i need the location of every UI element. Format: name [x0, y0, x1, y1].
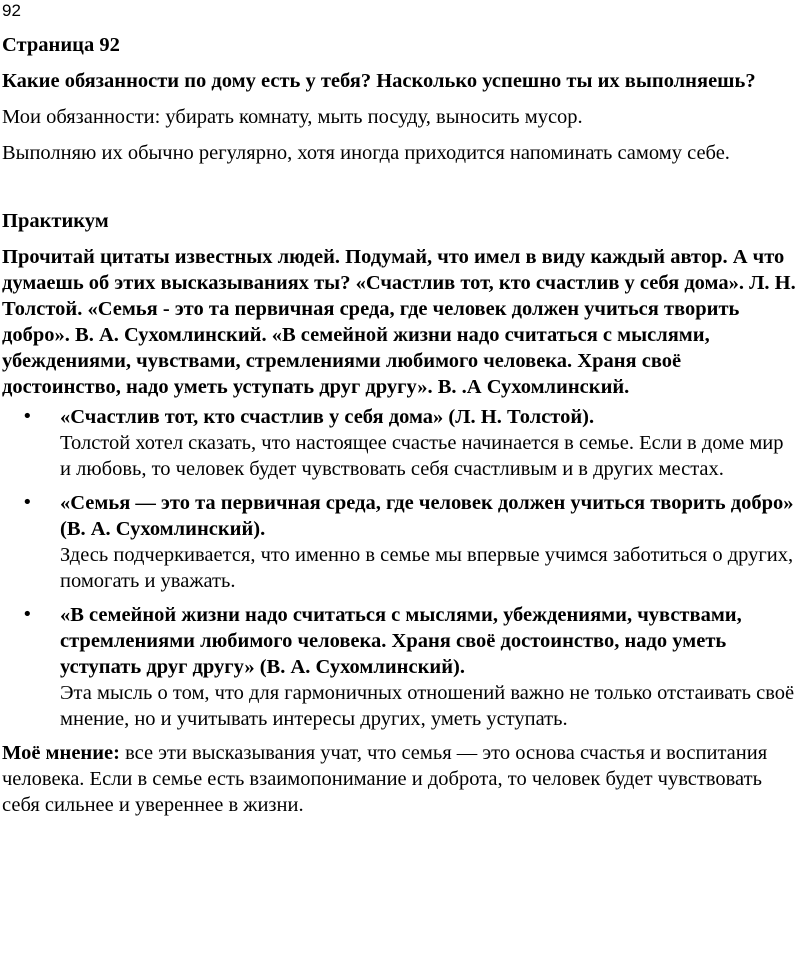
quote-explanation: Эта мысль о том, что для гармоничных отношений важно не только отстаивать своё мнение, но и учитывать интересы других, уметь уступать.	[60, 682, 795, 730]
practicum-title: Практикум	[2, 210, 109, 232]
list-item	[2, 490, 798, 594]
opinion-text: все эти высказывания учат, что семья — это основа счастья и воспитания человека. Если в семье есть взаимопонимание и доброта, то человек будет чувствовать себя сильнее и увереннее в жизни.	[2, 742, 768, 816]
bullet-icon: •	[22, 604, 33, 625]
quote-explanation: Толстой хотел сказать, что настоящее счастье начинается в семье. Если в доме мир и любовь, то человек будет чувствовать себя счастливым и в других местах.	[60, 432, 784, 480]
opinion-label: Моё мнение:	[2, 742, 120, 764]
opinion-paragraph	[2, 740, 798, 818]
bullet-icon: •	[22, 406, 33, 427]
list-item	[2, 602, 798, 732]
answer-performance: Выполняю их обычно регулярно, хотя иногда приходится напоминать самому себе.	[2, 142, 730, 164]
quote-text: «Счастлив тот, кто счастлив у себя дома» (Л. Н. Толстой).	[60, 406, 595, 428]
quote-text: «В семейной жизни надо считаться с мыслями, убеждениями, чувствами, стремлениями любимого человека. Храня своё достоинство, надо уметь уступать друг другу» (В. А. Сухомлинский).	[60, 604, 742, 678]
bullet-icon: •	[22, 492, 33, 513]
page-title: Страница 92	[2, 34, 120, 56]
page-number: 92	[2, 1, 21, 20]
answer-duties: Мои обязанности: убирать комнату, мыть посуду, выносить мусор.	[2, 106, 583, 128]
quote-text: «Семья — это та первичная среда, где человек должен учиться творить добро» (В. А. Сухомлинский).	[60, 492, 794, 540]
practicum-task: Прочитай цитаты известных людей. Подумай, что имел в виду каждый автор. А что думаешь об этих высказываниях ты? «Счастлив тот, кто счастлив у себя дома». Л. Н. Толстой. «Семья - это та первичная среда, где человек должен учиться творить добро». В. А. Сухомлинский. «В семейной жизни надо считаться с мыслями, убеждениями, чувствами, стремлениями любимого человека. Храня своё достоинство, надо уметь уступать друг другу». В. .А Сухомлинский.	[2, 246, 796, 398]
quote-explanation: Здесь подчеркивается, что именно в семье мы впервые учимся заботиться о других, помогать и уважать.	[60, 544, 794, 592]
list-item	[2, 404, 798, 482]
question: Какие обязанности по дому есть у тебя? Насколько успешно ты их выполняешь?	[2, 70, 756, 92]
quote-list	[2, 404, 798, 732]
document-content	[2, 32, 798, 818]
